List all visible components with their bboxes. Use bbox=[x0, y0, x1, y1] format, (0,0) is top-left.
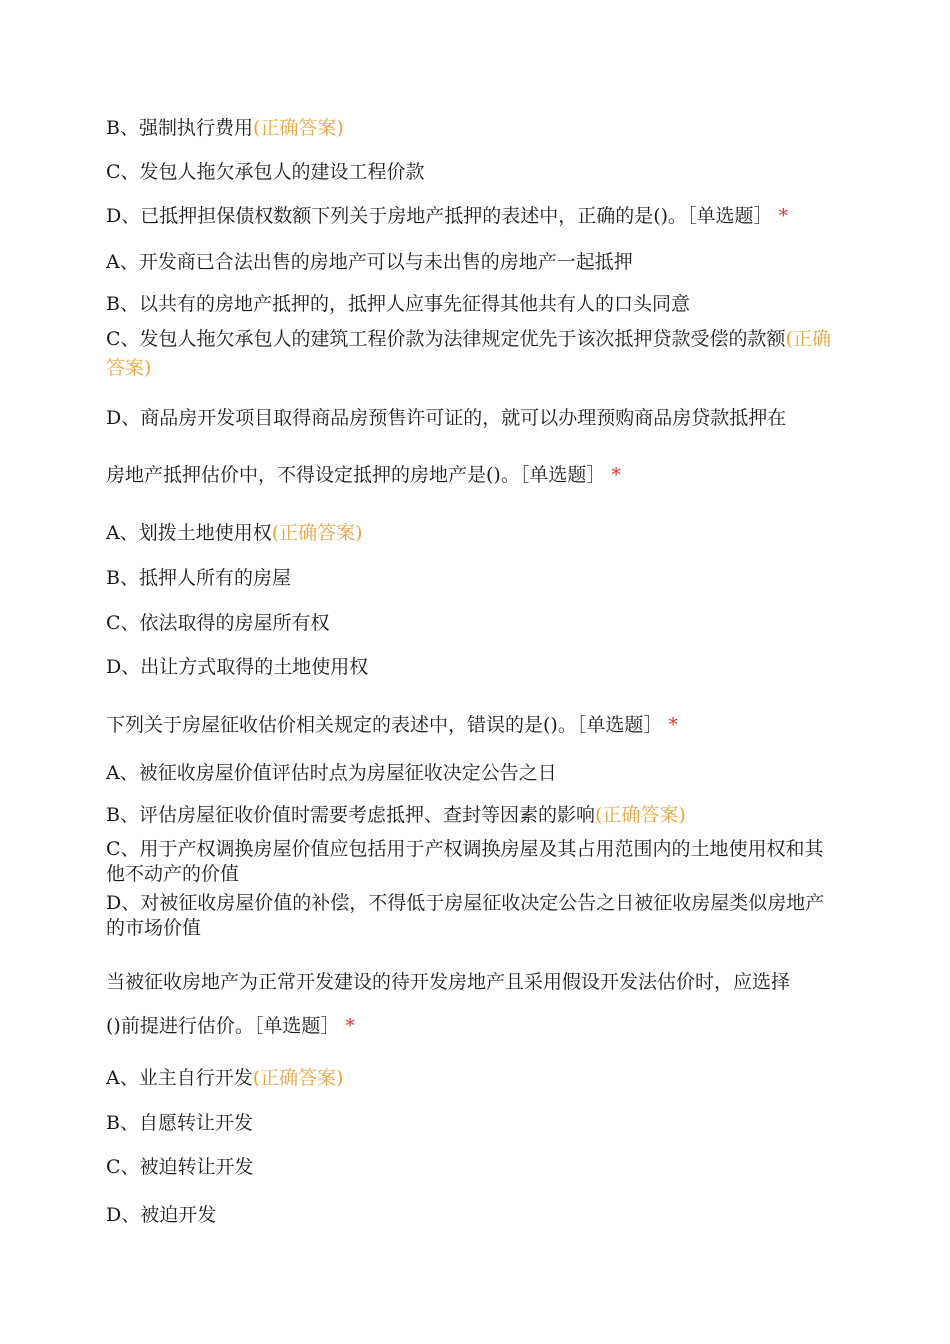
question-text: ()前提进行估价。［单选题］ bbox=[106, 1015, 340, 1037]
option-line bbox=[106, 160, 836, 185]
option-text: C、被迫转让开发 bbox=[106, 1156, 254, 1178]
option-text: C、用于产权调换房屋价值应包括用于产权调换房屋及其占用范围内的土地使用权和其他不动产的价值 bbox=[106, 838, 824, 885]
option-text: C、发包人拖欠承包人的建筑工程价款为法律规定优先于该次抵押贷款受偿的款额 bbox=[106, 328, 786, 350]
correct-answer-tag: (正确答案) bbox=[106, 328, 831, 379]
option-line bbox=[106, 292, 836, 317]
option-line bbox=[106, 406, 836, 431]
option-text: B、评估房屋征收价值时需要考虑抵押、查封等因素的影响 bbox=[106, 804, 595, 826]
question-text: 当被征收房地产为正常开发建设的待开发房地产且采用假设开发法估价时，应选择 bbox=[106, 971, 791, 993]
option-text: D、商品房开发项目取得商品房预售许可证的，就可以办理预购商品房贷款抵押在 bbox=[106, 407, 787, 429]
question-line bbox=[106, 463, 836, 488]
question-line bbox=[106, 1014, 836, 1039]
question-line bbox=[106, 970, 836, 995]
option-line bbox=[106, 566, 836, 591]
required-mark: * bbox=[778, 205, 789, 227]
option-text: D、出让方式取得的土地使用权 bbox=[106, 656, 369, 678]
option-text: D、对被征收房屋价值的补偿，不得低于房屋征收决定公告之日被征收房屋类似房地产的市场价值 bbox=[106, 892, 825, 939]
question-line bbox=[106, 204, 836, 229]
option-line bbox=[106, 1203, 836, 1228]
option-text: A、开发商已合法出售的房地产可以与未出售的房地产一起抵押 bbox=[106, 251, 633, 273]
required-mark: * bbox=[345, 1015, 355, 1037]
option-line bbox=[106, 116, 836, 141]
question-text: 下列关于房屋征收估价相关规定的表述中，错误的是()。［单选题］ bbox=[106, 714, 663, 736]
option-line bbox=[106, 1066, 836, 1091]
option-text: A、被征收房屋价值评估时点为房屋征收决定公告之日 bbox=[106, 762, 557, 784]
option-text: B、强制执行费用 bbox=[106, 117, 253, 139]
option-text: B、抵押人所有的房屋 bbox=[106, 567, 291, 589]
option-text: A、业主自行开发 bbox=[106, 1067, 253, 1089]
required-mark: * bbox=[611, 464, 621, 486]
option-line bbox=[106, 325, 836, 383]
correct-answer-tag: (正确答案) bbox=[271, 522, 363, 544]
question-text: 房地产抵押估价中，不得设定抵押的房地产是()。［单选题］ bbox=[106, 464, 606, 486]
option-line bbox=[106, 611, 836, 636]
option-line bbox=[106, 521, 836, 546]
option-text: A、划拨土地使用权 bbox=[106, 522, 272, 544]
option-line bbox=[106, 655, 836, 680]
option-line bbox=[106, 837, 836, 887]
correct-answer-tag: (正确答案) bbox=[252, 1067, 344, 1089]
option-line bbox=[106, 891, 836, 941]
correct-answer-tag: (正确答案) bbox=[594, 804, 686, 826]
option-line bbox=[106, 1111, 836, 1136]
option-line bbox=[106, 250, 836, 275]
question-line bbox=[106, 713, 836, 738]
option-text: B、自愿转让开发 bbox=[106, 1112, 253, 1134]
option-line bbox=[106, 803, 836, 828]
question-text: D、已抵押担保债权数额下列关于房地产抵押的表述中，正确的是()。［单选题］ bbox=[106, 205, 773, 227]
option-line bbox=[106, 1155, 836, 1180]
required-mark: * bbox=[668, 714, 678, 736]
correct-answer-tag: (正确答案) bbox=[252, 117, 344, 139]
option-line bbox=[106, 761, 836, 786]
option-text: D、被迫开发 bbox=[106, 1204, 217, 1226]
option-text: B、以共有的房地产抵押的，抵押人应事先征得其他共有人的口头同意 bbox=[106, 293, 690, 315]
option-text: C、发包人拖欠承包人的建设工程价款 bbox=[106, 161, 425, 183]
option-text: C、依法取得的房屋所有权 bbox=[106, 612, 330, 634]
